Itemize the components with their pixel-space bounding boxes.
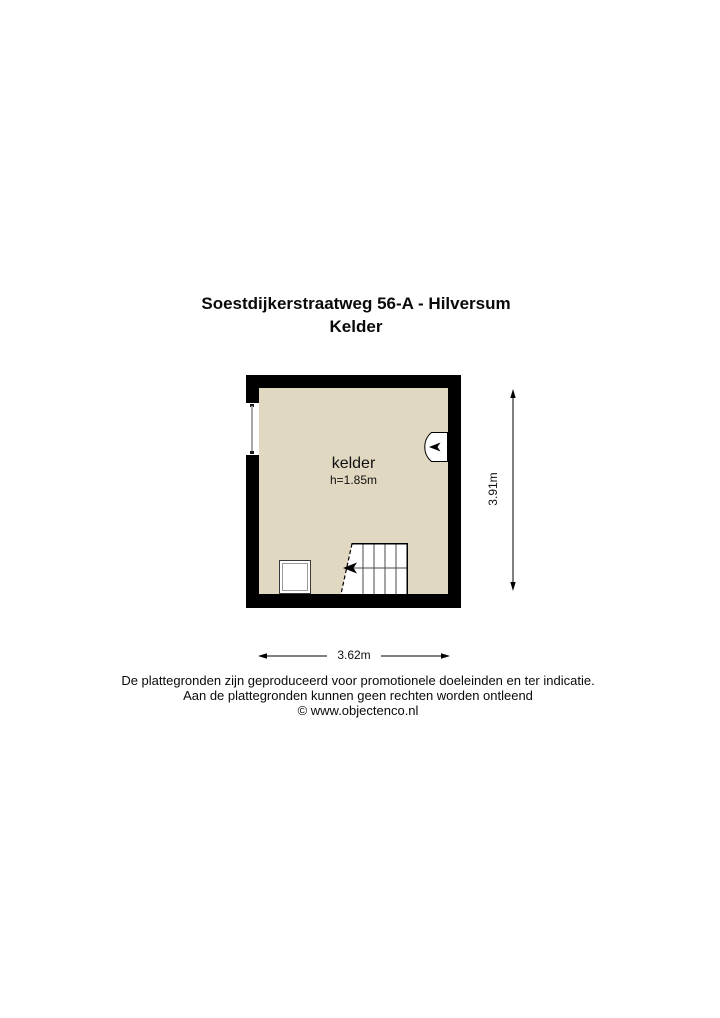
title-address: Soestdijkerstraatweg 56-A - Hilversum [201, 294, 511, 313]
disclaimer-line-2: Aan de plattegronden kunnen geen rechten worden ontleend [183, 687, 533, 703]
title-floor-name: Kelder [329, 317, 383, 336]
room-ceiling-height: h=1.85m [329, 473, 378, 487]
footer-disclaimer [0, 674, 716, 718]
height-dimension-label: 3.91m [486, 472, 500, 506]
boiler-icon [279, 560, 311, 594]
staircase-icon [341, 543, 409, 594]
page-title [0, 292, 712, 338]
window-glass-line [251, 406, 253, 452]
boiler-inner-outline [282, 563, 308, 591]
window-frame-bottom [250, 451, 254, 454]
window-icon [246, 403, 259, 455]
room-label [259, 455, 448, 488]
copyright-line: © www.objectenco.nl [297, 702, 419, 718]
mechanical-ventilation-icon [424, 432, 448, 462]
room-name: kelder [331, 455, 376, 472]
disclaimer-line-1: De plattegronden zijn geproduceerd voor promotionele doeleinden en ter indicatie. [121, 673, 595, 688]
height-dimension-line [505, 389, 521, 591]
floorplan-canvas [246, 375, 461, 608]
width-dimension-label: 3.62m [327, 648, 381, 663]
